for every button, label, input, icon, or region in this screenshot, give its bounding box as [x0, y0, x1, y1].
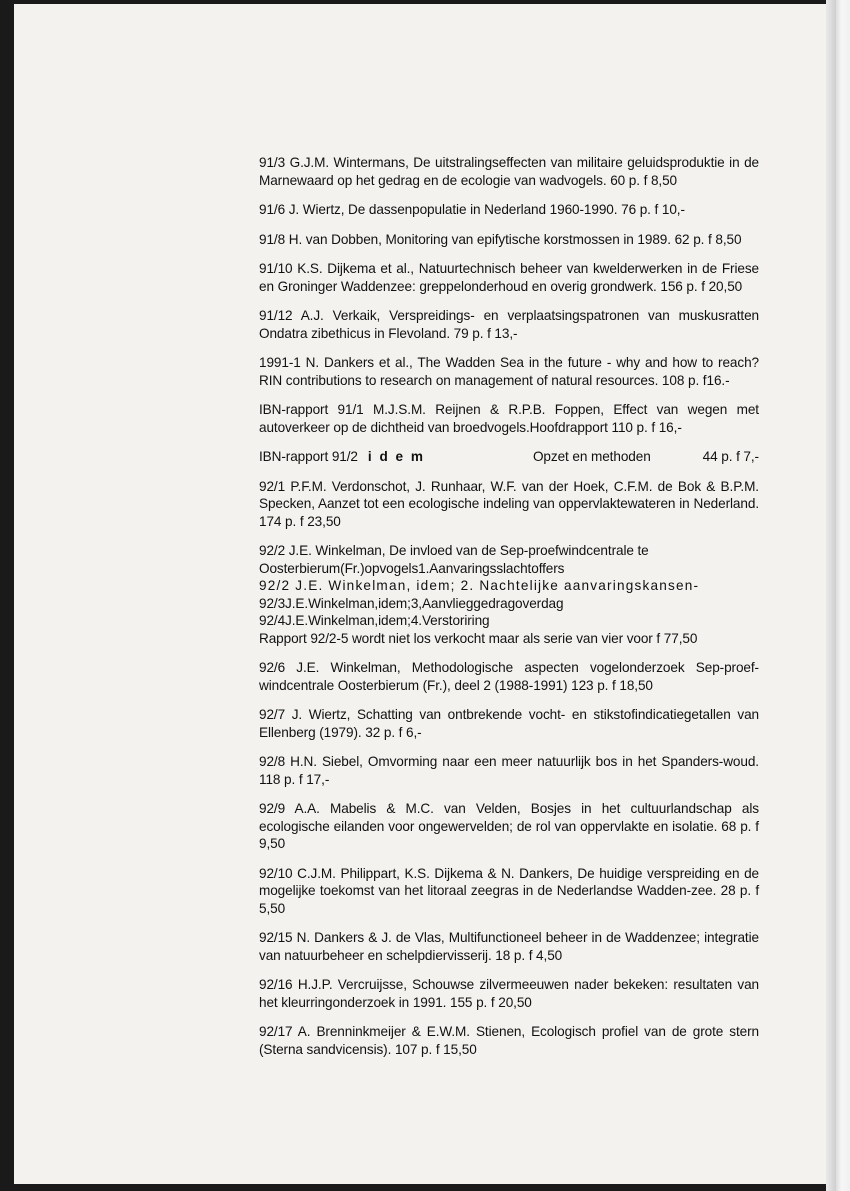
entry-ibn-91-2-title: Opzet en methoden: [532, 449, 651, 464]
series-line-4: Rapport 92/2-5 wordt niet los verkocht maar als serie van vier voor f 77,50: [259, 630, 698, 646]
entry-91-12: 91/12 A.J. Verkaik, Verspreidings- en verplaatsingspatronen van muskusratten Ondatra zibethicus in Flevoland. 79 p. f 13,-: [259, 308, 759, 341]
entry-92-7: 92/7 J. Wiertz, Schatting van ontbrekende vocht- en stikstofindicatiegetallen van Ellenberg (1979). 32 p. f 6,-: [259, 707, 759, 740]
entry-ibn-91-2-prefix: IBN-rapport 91/2: [259, 449, 358, 464]
page-edge: [836, 0, 850, 1191]
entry-91-8: 91/8 H. van Dobben, Monitoring van epifytische korstmossen in 1989. 62 p. f 8,50: [259, 231, 742, 247]
entry-ibn-91-2-idem: i d e m: [367, 449, 425, 464]
entry-92-6: 92/6 J.E. Winkelman, Methodologische aspecten vogelonderzoek Sep-proef-windcentrale Oosterbierum (Fr.), deel 2 (1988-1991) 123 p. f 18,50: [259, 660, 759, 693]
entry-92-17: 92/17 A. Brenninkmeijer & E.W.M. Stienen, Ecologisch profiel van de grote stern (Sterna sandvicensis). 107 p. f 15,50: [259, 1024, 759, 1057]
entry-92-1: 92/1 P.F.M. Verdonschot, J. Runhaar, W.F. van der Hoek, C.F.M. de Bok & B.P.M. Specken, Aanzet tot een ecologische indeling van oppervlaktewateren in Nederland. 174 p. f 23,50: [259, 478, 759, 529]
entry-ibn-91-1: IBN-rapport 91/1 M.J.S.M. Reijnen & R.P.B. Foppen, Effect van wegen met autoverkeer op de dichtheid van broedvogels.Hoofdrapport 110 p. f 16,-: [259, 402, 759, 435]
series-line-3: 92/4J.E.Winkelman,idem;4.Verstoriring: [259, 613, 490, 628]
entry-ibn-91-2-price: 44 p. f 7,-: [702, 449, 759, 464]
page-fold: [826, 0, 836, 1191]
publication-list: [259, 154, 759, 1058]
entry-92-16: 92/16 H.J.P. Vercruijsse, Schouwse zilvermeeuwen nader bekeken: resultaten van het kleurringonderzoek in 1991. 155 p. f 20,50: [259, 977, 759, 1010]
entry-1991-1: 1991-1 N. Dankers et al., The Wadden Sea in the future - why and how to reach?RIN contributions to research on management of natural resources. 108 p. f16.-: [259, 355, 759, 388]
entry-91-10: 91/10 K.S. Dijkema et al., Natuurtechnisch beheer van kwelderwerken in de Friese en Groninger Waddenzee: greppelonderhoud en overig grondwerk. 156 p. f 20,50: [259, 261, 759, 294]
entry-92-15: 92/15 N. Dankers & J. de Vlas, Multifunctioneel beheer in de Waddenzee; integratie van natuurbeheer en schelpdiervisserij. 18 p. f 4,50: [259, 930, 759, 963]
entry-92-2: 92/2 J.E. Winkelman, De invloed van de Sep-proefwindcentrale te Oosterbierum(Fr.)opvogels1.Aanvaringsslachtoffers: [259, 543, 649, 576]
entry-92-10: 92/10 C.J.M. Philippart, K.S. Dijkema & N. Dankers, De huidige verspreiding en de mogelijke toekomst van het litoraal zeegras in de Nederlandse Wadden-zee. 28 p. f 5,50: [259, 865, 759, 916]
series-line-1: 92/2 J.E. Winkelman, idem; 2. Nachtelijke aanvaringskansen-: [259, 578, 700, 593]
entry-92-9: 92/9 A.A. Mabelis & M.C. van Velden, Bosjes in het cultuurlandschap als ecologische eilanden voor ongewervelden; de rol van oppervlakte en isolatie. 68 p. f 9,50: [259, 801, 759, 851]
series-line-2: 92/3J.E.Winkelman,idem;3,Aanvlieggedragoverdag: [259, 595, 564, 611]
entry-91-6: 91/6 J. Wiertz, De dassenpopulatie in Nederland 1960-1990. 76 p. f 10,-: [259, 202, 685, 217]
entry-91-3: 91/3 G.J.M. Wintermans, De uitstralingseffecten van militaire geluidsproduktie in de Marnewaard op het gedrag en de ecologie van wadvogels. 60 p. f 8,50: [259, 155, 759, 188]
entry-92-8: 92/8 H.N. Siebel, Omvorming naar een meer natuurlijk bos in het Spanders-woud. 118 p. f 17,-: [259, 754, 759, 787]
entry-ibn-91-2: [259, 448, 759, 466]
